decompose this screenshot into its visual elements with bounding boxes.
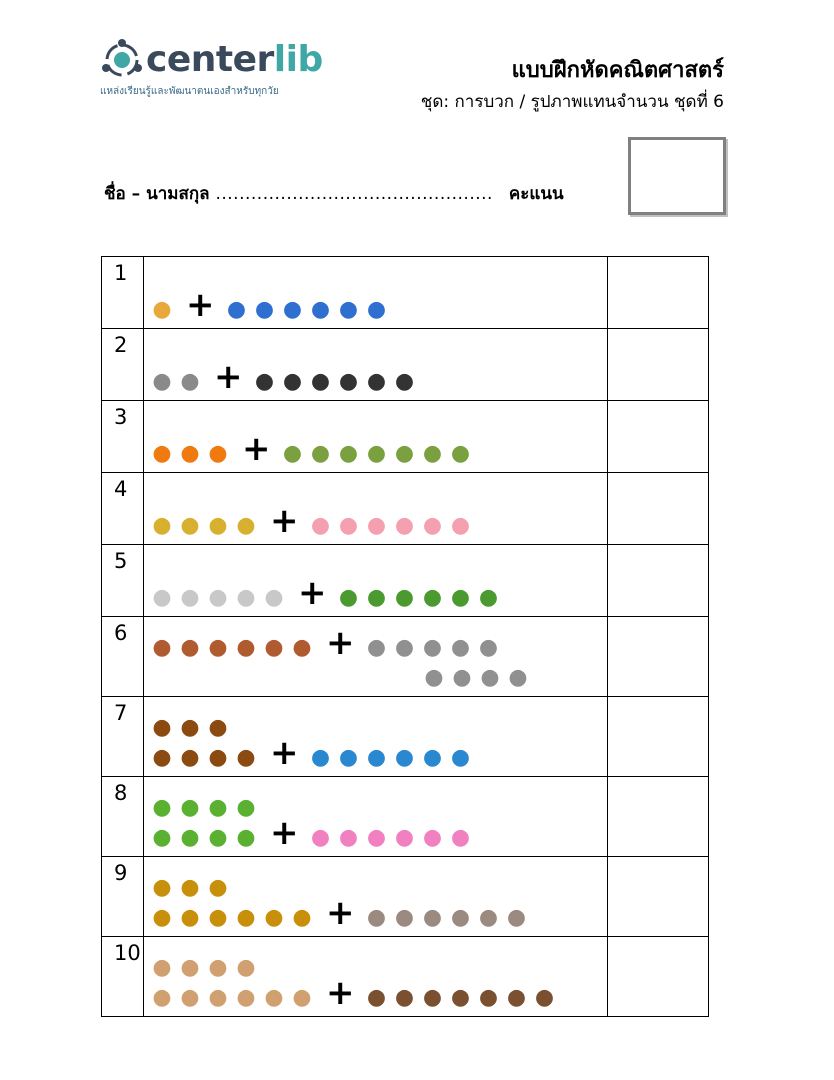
answer-cell[interactable] [608, 777, 709, 857]
answer-cell[interactable] [608, 857, 709, 937]
answer-cell[interactable] [608, 937, 709, 1017]
mammoth-picture-icon: ● [208, 715, 228, 740]
deer-picture-icon: ● [450, 905, 471, 930]
question-number: 2 [102, 329, 144, 401]
blue-fish-picture-icon: ● [254, 297, 275, 322]
question-row [102, 257, 709, 329]
answer-cell[interactable] [608, 401, 709, 473]
turtle-picture-icon: ● [366, 585, 387, 610]
pig-picture-icon: ● [366, 513, 387, 538]
shark-picture-icon: ● [450, 745, 471, 770]
picture-group [253, 364, 421, 394]
plus-sign: + [326, 623, 355, 663]
answer-cell[interactable] [608, 329, 709, 401]
question-number: 6 [102, 617, 144, 697]
question-number: 5 [102, 545, 144, 617]
plus-sign: + [326, 973, 355, 1013]
cow-picture-icon: ● [236, 635, 256, 660]
picture-group [309, 740, 477, 770]
crocodile-picture-icon: ● [152, 795, 172, 820]
blue-fish-picture-icon: ● [282, 297, 303, 322]
question-row [102, 777, 709, 857]
walrus-picture-icon: ● [534, 985, 555, 1010]
name-blank[interactable]: ............................................... [215, 184, 493, 204]
shark-picture-icon: ● [366, 745, 387, 770]
lion-picture-icon: ● [264, 905, 284, 930]
blue-fish-picture-icon: ● [226, 297, 247, 322]
zebra-picture-icon: ● [394, 369, 415, 394]
blue-fish-picture-icon: ● [310, 297, 331, 322]
picture-group [150, 364, 206, 394]
goose-picture-icon: ● [208, 585, 228, 610]
question-row [102, 329, 709, 401]
question-pictures [144, 257, 608, 329]
question-pictures [144, 473, 608, 545]
lion-picture-icon: ● [208, 905, 228, 930]
walrus-picture-icon: ● [450, 985, 471, 1010]
picture-group [150, 630, 318, 660]
lion-picture-icon: ● [292, 905, 312, 930]
lion-picture-icon: ● [180, 905, 200, 930]
donkey-picture-icon: ● [452, 665, 472, 690]
question-pictures [144, 545, 608, 617]
logo-wordmark: centerlib [146, 39, 323, 80]
lion-picture-icon: ● [236, 905, 256, 930]
duck-picture-icon: ● [236, 513, 256, 538]
centerlib-logo [100, 36, 340, 102]
lucky-cat-picture-icon: ● [180, 985, 200, 1010]
picture-group [281, 436, 477, 466]
turtle-picture-icon: ● [338, 585, 359, 610]
question-pictures [144, 937, 608, 1017]
question-row [102, 401, 709, 473]
addition-expression [150, 357, 421, 397]
pig-picture-icon: ● [394, 513, 415, 538]
lion-picture-icon: ● [152, 905, 172, 930]
plus-sign: + [214, 357, 243, 397]
addition-expression [150, 501, 477, 541]
crocodile-picture-icon: ● [208, 795, 228, 820]
question-row [102, 617, 709, 697]
addition-expression [150, 285, 393, 325]
cow-picture-icon: ● [292, 635, 312, 660]
goose-picture-icon: ● [264, 585, 284, 610]
plus-sign: + [270, 733, 299, 773]
picture-group [150, 710, 262, 770]
picture-group [309, 820, 477, 850]
walrus-picture-icon: ● [394, 985, 415, 1010]
cow-picture-icon: ● [208, 635, 228, 660]
pink-mouse-picture-icon: ● [338, 825, 359, 850]
question-number: 7 [102, 697, 144, 777]
question-pictures [144, 329, 608, 401]
duck-picture-icon: ● [208, 513, 228, 538]
goldfish-picture-icon: ● [152, 441, 172, 466]
lucky-cat-picture-icon: ● [264, 985, 284, 1010]
plus-sign: + [186, 285, 215, 325]
picture-group [150, 292, 178, 322]
donkey-picture-icon: ● [478, 635, 499, 660]
question-row [102, 697, 709, 777]
plus-sign: + [326, 893, 355, 933]
picture-group [365, 900, 533, 930]
answer-cell[interactable] [608, 617, 709, 697]
question-pictures [144, 401, 608, 473]
picture-group [337, 580, 505, 610]
tiger-picture-icon: ● [152, 297, 172, 322]
mammoth-picture-icon: ● [152, 715, 172, 740]
name-row [104, 180, 564, 207]
mammoth-picture-icon: ● [152, 745, 172, 770]
sea-turtle-picture-icon: ● [422, 441, 443, 466]
donkey-picture-icon: ● [422, 635, 443, 660]
name-label: ชื่อ – นามสกุล [104, 184, 210, 204]
plus-sign: + [270, 501, 299, 541]
crocodile-picture-icon: ● [236, 795, 256, 820]
logo-network-icon [100, 38, 144, 82]
turtle-picture-icon: ● [422, 585, 443, 610]
cow-picture-icon: ● [180, 635, 200, 660]
turtle-picture-icon: ● [478, 585, 499, 610]
lion-picture-icon: ● [152, 875, 172, 900]
question-row [102, 473, 709, 545]
crocodile-picture-icon: ● [152, 825, 172, 850]
donkey-picture-icon: ● [424, 665, 444, 690]
sea-turtle-picture-icon: ● [366, 441, 387, 466]
zebra-picture-icon: ● [282, 369, 303, 394]
addition-expression [150, 950, 561, 1013]
deer-picture-icon: ● [366, 905, 387, 930]
deer-picture-icon: ● [478, 905, 499, 930]
mammoth-picture-icon: ● [180, 715, 200, 740]
plus-sign: + [242, 429, 271, 469]
pink-mouse-picture-icon: ● [394, 825, 415, 850]
walrus-picture-icon: ● [506, 985, 527, 1010]
blue-fish-picture-icon: ● [366, 297, 387, 322]
goldfish-picture-icon: ● [208, 441, 228, 466]
goldfish-picture-icon: ● [180, 441, 200, 466]
addition-expression [150, 710, 477, 773]
walrus-picture-icon: ● [478, 985, 499, 1010]
crocodile-picture-icon: ● [208, 825, 228, 850]
donkey-picture-icon: ● [508, 665, 528, 690]
mammoth-picture-icon: ● [180, 745, 200, 770]
questions-table [101, 256, 709, 1017]
lucky-cat-picture-icon: ● [292, 985, 312, 1010]
pig-picture-icon: ● [338, 513, 359, 538]
question-row [102, 545, 709, 617]
shark-picture-icon: ● [338, 745, 359, 770]
question-number: 10 [102, 937, 144, 1017]
picture-group [309, 508, 477, 538]
shark-picture-icon: ● [394, 745, 415, 770]
lion-picture-icon: ● [208, 875, 228, 900]
question-number: 8 [102, 777, 144, 857]
question-number: 4 [102, 473, 144, 545]
pink-mouse-picture-icon: ● [450, 825, 471, 850]
lucky-cat-picture-icon: ● [208, 985, 228, 1010]
rat-picture-icon: ● [180, 369, 200, 394]
pink-mouse-picture-icon: ● [422, 825, 443, 850]
sea-turtle-picture-icon: ● [282, 441, 303, 466]
donkey-picture-icon: ● [366, 635, 387, 660]
lucky-cat-picture-icon: ● [152, 955, 172, 980]
logo-tagline: แหล่งเรียนรู้และพัฒนาตนเองสำหรับทุกวัย [100, 86, 279, 97]
goose-picture-icon: ● [236, 585, 256, 610]
worksheet-subtitle: ชุด: การบวก / รูปภาพแทนจำนวน ชุดที่ 6 [420, 92, 724, 112]
donkey-picture-icon: ● [394, 635, 415, 660]
question-number: 3 [102, 401, 144, 473]
pig-picture-icon: ● [422, 513, 443, 538]
crocodile-picture-icon: ● [180, 825, 200, 850]
picture-group [150, 870, 318, 930]
answer-cell[interactable] [608, 545, 709, 617]
mammoth-picture-icon: ● [208, 745, 228, 770]
crocodile-picture-icon: ● [236, 825, 256, 850]
picture-group-continued [150, 660, 534, 690]
goose-picture-icon: ● [152, 585, 172, 610]
duck-picture-icon: ● [152, 513, 172, 538]
lucky-cat-picture-icon: ● [236, 955, 256, 980]
question-number: 9 [102, 857, 144, 937]
question-pictures [144, 697, 608, 777]
crocodile-picture-icon: ● [180, 795, 200, 820]
addition-expression [150, 429, 477, 469]
picture-group [150, 580, 290, 610]
picture-group [150, 950, 318, 1010]
walrus-picture-icon: ● [366, 985, 387, 1010]
question-pictures [144, 617, 608, 697]
pig-picture-icon: ● [310, 513, 331, 538]
addition-expression [150, 870, 533, 933]
addition-expression [150, 790, 477, 853]
score-label: คะแนน [508, 184, 564, 204]
score-box[interactable] [628, 137, 726, 215]
shark-picture-icon: ● [422, 745, 443, 770]
donkey-picture-icon: ● [450, 635, 471, 660]
addition-expression [150, 623, 534, 690]
question-row [102, 857, 709, 937]
picture-group [150, 436, 234, 466]
picture-group [225, 292, 393, 322]
sea-turtle-picture-icon: ● [310, 441, 331, 466]
cow-picture-icon: ● [152, 635, 172, 660]
lion-picture-icon: ● [180, 875, 200, 900]
cow-picture-icon: ● [264, 635, 284, 660]
sea-turtle-picture-icon: ● [338, 441, 359, 466]
answer-cell[interactable] [608, 257, 709, 329]
addition-expression [150, 573, 505, 613]
pink-mouse-picture-icon: ● [366, 825, 387, 850]
lucky-cat-picture-icon: ● [208, 955, 228, 980]
zebra-picture-icon: ● [338, 369, 359, 394]
sea-turtle-picture-icon: ● [450, 441, 471, 466]
zebra-picture-icon: ● [310, 369, 331, 394]
walrus-picture-icon: ● [422, 985, 443, 1010]
blue-fish-picture-icon: ● [338, 297, 359, 322]
zebra-picture-icon: ● [366, 369, 387, 394]
deer-picture-icon: ● [394, 905, 415, 930]
question-row [102, 937, 709, 1017]
picture-group [365, 630, 505, 660]
shark-picture-icon: ● [310, 745, 331, 770]
deer-picture-icon: ● [506, 905, 527, 930]
question-pictures [144, 857, 608, 937]
worksheet-title: แบบฝึกหัดคณิตศาสตร์ [511, 58, 724, 83]
pig-picture-icon: ● [450, 513, 471, 538]
question-number: 1 [102, 257, 144, 329]
turtle-picture-icon: ● [394, 585, 415, 610]
lucky-cat-picture-icon: ● [236, 985, 256, 1010]
question-pictures [144, 777, 608, 857]
zebra-picture-icon: ● [254, 369, 275, 394]
lucky-cat-picture-icon: ● [180, 955, 200, 980]
plus-sign: + [298, 573, 327, 613]
donkey-picture-icon: ● [480, 665, 500, 690]
mammoth-picture-icon: ● [236, 745, 256, 770]
goose-picture-icon: ● [180, 585, 200, 610]
duck-picture-icon: ● [180, 513, 200, 538]
turtle-picture-icon: ● [450, 585, 471, 610]
picture-group [150, 790, 262, 850]
sea-turtle-picture-icon: ● [394, 441, 415, 466]
rat-picture-icon: ● [152, 369, 172, 394]
plus-sign: + [270, 813, 299, 853]
deer-picture-icon: ● [422, 905, 443, 930]
pink-mouse-picture-icon: ● [310, 825, 331, 850]
answer-cell[interactable] [608, 697, 709, 777]
answer-cell[interactable] [608, 473, 709, 545]
lucky-cat-picture-icon: ● [152, 985, 172, 1010]
picture-group [365, 980, 561, 1010]
picture-group [150, 508, 262, 538]
